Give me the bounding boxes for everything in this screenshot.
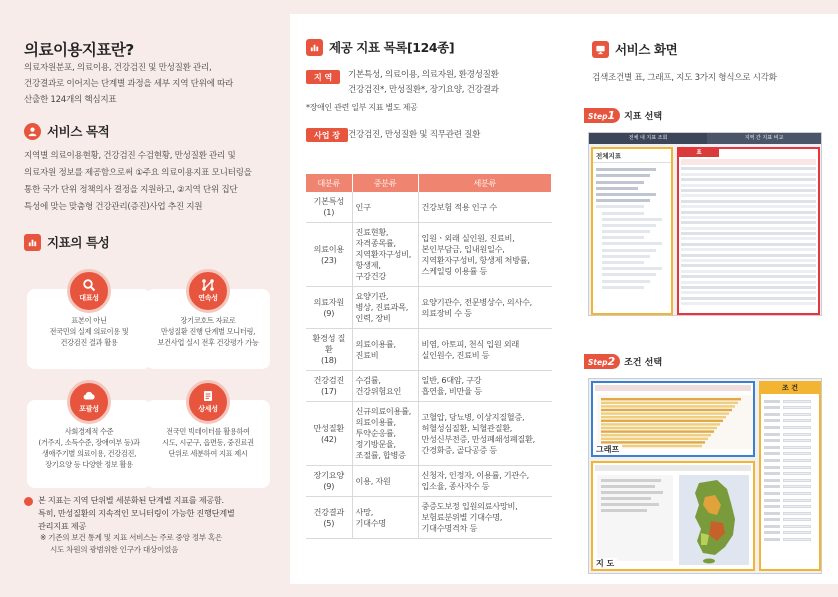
shot1-table-row bbox=[681, 173, 816, 176]
shot2-bar bbox=[601, 430, 714, 432]
shot2-bar bbox=[601, 438, 708, 440]
feature-line: 장기코호트 자료로 bbox=[180, 316, 236, 325]
shot2-condition-item bbox=[764, 459, 816, 462]
feature-line: 시도, 시군구, 읍면동, 중진료권 bbox=[162, 438, 254, 447]
bullet-icon bbox=[24, 497, 33, 506]
cell-line: 자격종목률, bbox=[355, 238, 396, 248]
note-line: 본 지표는 지역 단위별 세분화된 단계별 지표를 제공함. bbox=[38, 495, 224, 505]
sub-note-line: ※ 기존의 보건 통계 및 지표 서비스는 주로 중앙 정부 혹은 bbox=[40, 533, 222, 542]
shot2-condition-item bbox=[764, 525, 816, 528]
shot2-map-panel bbox=[591, 461, 755, 571]
cell-line: 장기요양 bbox=[313, 470, 344, 480]
shot2-bar bbox=[601, 420, 723, 422]
cell-line: 기대수명 bbox=[355, 517, 386, 528]
feature-card-continuity bbox=[146, 289, 270, 369]
bar-chart-icon bbox=[24, 234, 41, 251]
purpose-line: 특성에 맞는 맞춤형 건강관리(증진)사업 추진 지원 bbox=[24, 202, 203, 212]
purpose-heading bbox=[24, 122, 109, 140]
cell-line: 만성질환 bbox=[313, 422, 344, 433]
shot2-bar-graphic bbox=[597, 395, 753, 449]
shot2-condition-item bbox=[764, 433, 816, 436]
cell-line: 항생제, bbox=[355, 260, 381, 270]
detail-cell bbox=[418, 329, 552, 371]
shot2-condition-item bbox=[764, 531, 816, 534]
feature-line: 만성질환 진행 단계별 모니터링, bbox=[160, 327, 256, 336]
shot2-bar bbox=[601, 416, 726, 418]
shot1-tree-item bbox=[602, 218, 662, 221]
intro-line: 산출한 124개의 핵심지표 bbox=[24, 95, 117, 105]
shot1-tree-item bbox=[596, 174, 650, 177]
screenshot-index-select bbox=[588, 132, 822, 316]
category-cell bbox=[306, 192, 352, 223]
cell-line: 진료현황, bbox=[355, 227, 389, 237]
feature-line: 전국민의 실제 의료이용 및 bbox=[49, 327, 129, 336]
cell-line: 건강위험요인 bbox=[355, 386, 402, 396]
intro-line: 의료자원분포, 의료이용, 건강검진 및 만성질환 관리, bbox=[24, 63, 212, 73]
index-list-heading bbox=[306, 38, 454, 56]
cell-line: 조절률, 합병증 bbox=[355, 450, 406, 460]
index-list-title: 제공 지표 목록[124종] bbox=[329, 40, 455, 55]
shot1-tree-item bbox=[596, 181, 644, 184]
cell-line: 기본특성 bbox=[313, 196, 344, 206]
cell-line: 의료이용률, bbox=[355, 338, 396, 349]
shot2-condition-item bbox=[764, 400, 816, 403]
right-column bbox=[566, 14, 838, 584]
step2-label: 조건 선택 bbox=[624, 358, 663, 368]
cell-line: 요양기관, bbox=[355, 291, 389, 301]
category-cell bbox=[306, 287, 352, 329]
shot1-header-right: 지역 간 지표 비교 bbox=[744, 135, 784, 141]
shot2-bar bbox=[601, 409, 732, 411]
middle-cell bbox=[352, 497, 418, 539]
cell-line: (42) bbox=[320, 433, 337, 444]
note-line: 특히, 만성질환의 지속적인 모니터링이 가능한 진행단계별 bbox=[38, 508, 235, 518]
shot2-condition-item bbox=[764, 499, 816, 502]
middle-cell bbox=[352, 223, 418, 287]
feature-line: 표본이 아닌 bbox=[71, 316, 107, 325]
cell-line: 건강검진 bbox=[313, 375, 344, 385]
col-header: 중분류 bbox=[352, 174, 418, 192]
feature-badge: 상세성 bbox=[186, 380, 230, 424]
korea-map-icon bbox=[679, 475, 749, 565]
shot2-condition-item bbox=[764, 492, 816, 495]
shot1-table-row bbox=[681, 302, 816, 305]
purpose-text bbox=[24, 148, 286, 216]
middle-cell bbox=[352, 192, 418, 223]
shot2-condition-panel bbox=[759, 381, 821, 571]
shot2-condition-label: 조 건 bbox=[761, 383, 819, 394]
shot1-table-tab: 표 bbox=[679, 149, 719, 157]
page-title: 의료이용지표란? bbox=[24, 41, 134, 59]
shot2-bar bbox=[601, 398, 741, 400]
shot2-condition-item bbox=[764, 419, 816, 422]
cell-line: 건강보험 적용 인구 수 bbox=[421, 201, 497, 212]
shot2-graph-label: 그래프 bbox=[593, 444, 622, 455]
shot1-tree-item bbox=[596, 199, 650, 202]
cell-line: (17) bbox=[320, 386, 337, 396]
detail-cell bbox=[418, 402, 552, 466]
shot2-bar bbox=[601, 405, 735, 407]
shot1-header-left: 전체 내 지표 조회 bbox=[589, 133, 707, 144]
service-screen-desc: 검색조건별 표, 그래프, 지도 3가지 형식으로 시각화 bbox=[592, 73, 777, 83]
cell-line: 입원ㆍ외래 실인원, 진료비, bbox=[421, 232, 515, 243]
shot2-graph-panel bbox=[591, 381, 755, 457]
cell-line: 건강결과 bbox=[313, 506, 344, 517]
col-header: 대분류 bbox=[306, 174, 352, 192]
table-row bbox=[306, 371, 552, 402]
shot2-condition-item bbox=[764, 485, 816, 488]
feature-badge: 대표성 bbox=[67, 269, 111, 313]
shot1-table-row bbox=[681, 216, 816, 219]
category-cell bbox=[306, 329, 352, 371]
cell-line: 의료이용률, bbox=[355, 417, 396, 427]
shot1-table-row bbox=[681, 167, 816, 170]
shot2-condition-item bbox=[764, 439, 816, 442]
shot1-table-row bbox=[681, 178, 816, 181]
cell-line: 입소율, 종사자수 등 bbox=[421, 481, 490, 491]
feature-line: (거주지, 소득수준, 장애여부 등)과 bbox=[38, 438, 140, 447]
cell-line: 고혈압, 당뇨병, 이상지질혈증, bbox=[421, 411, 525, 422]
shot1-table-row bbox=[681, 237, 816, 240]
feature-line: 건강검진 결과 활용 bbox=[60, 338, 118, 347]
feature-badge: 포괄성 bbox=[67, 380, 111, 424]
monitor-icon bbox=[592, 41, 609, 58]
service-screen-heading bbox=[592, 40, 677, 58]
table-row bbox=[306, 466, 552, 497]
shot1-tree-item bbox=[602, 249, 656, 252]
shot2-bar bbox=[601, 434, 711, 436]
purpose-line: 의료자원 정보를 제공함으로써 ①주요 의료이용지표 모니터링을 bbox=[24, 168, 252, 178]
project-text: 건강검진, 만성질환 및 직무관련 질환 bbox=[348, 130, 481, 140]
shot1-table-row bbox=[681, 264, 816, 267]
shot2-bar bbox=[601, 412, 729, 414]
shot1-table-row bbox=[681, 270, 816, 273]
shot1-table-row bbox=[681, 189, 816, 192]
cell-line: 스케일링 이용률 등 bbox=[421, 265, 487, 276]
step2-tag: Step2 bbox=[584, 354, 620, 369]
shot1-table-row bbox=[681, 297, 816, 300]
table-row bbox=[306, 287, 552, 329]
shot2-condition-item bbox=[764, 466, 816, 469]
sub-note bbox=[40, 532, 286, 556]
shot1-tree-item bbox=[596, 168, 656, 171]
shot2-condition-item bbox=[764, 413, 816, 416]
shot1-tree-item bbox=[602, 261, 644, 264]
shot1-table-row bbox=[681, 291, 816, 294]
cell-line: 일반, 6대암, 구강 bbox=[421, 375, 482, 385]
cell-line: 사망, bbox=[355, 506, 374, 517]
detail-cell bbox=[418, 497, 552, 539]
shot1-panel-title: 전체지표 bbox=[593, 149, 671, 163]
table-row bbox=[306, 497, 552, 539]
detail-cell bbox=[418, 371, 552, 402]
cloud-icon bbox=[82, 389, 96, 403]
category-cell bbox=[306, 402, 352, 466]
region-line: 기본특성, 의료이용, 의료자원, 환경성질환 bbox=[348, 70, 499, 80]
feature-line: 보건사업 실시 전후 건강평가 가능 bbox=[157, 338, 259, 347]
feature-card-comprehensive bbox=[27, 400, 151, 488]
project-pill: 사업 장 bbox=[306, 128, 348, 142]
purpose-line: 지역별 의료이용현황, 건강검진 수검현황, 만성질환 관리 및 bbox=[24, 151, 236, 161]
middle-cell bbox=[352, 402, 418, 466]
feature-card-representative bbox=[27, 289, 151, 369]
shot1-tree-item bbox=[602, 230, 650, 233]
feature-line: 단위로 세분하여 지표 제시 bbox=[168, 449, 248, 458]
cell-line: 흡연율, 비만율 등 bbox=[421, 386, 482, 396]
feature-card-detail bbox=[146, 400, 270, 488]
cell-line: 병상, 진료과목, bbox=[355, 302, 409, 312]
shot1-tree-item bbox=[596, 205, 644, 208]
middle-cell bbox=[352, 466, 418, 497]
shot1-tree-item bbox=[602, 286, 644, 289]
purpose-line: 통한 국가 단위 정책의사 결정을 지원하고, ②지역 단위 집단 bbox=[24, 185, 238, 195]
detail-cell bbox=[418, 287, 552, 329]
shot2-bar bbox=[601, 402, 738, 404]
shot2-condition-item bbox=[764, 452, 816, 455]
shot1-table-row bbox=[681, 275, 816, 278]
cell-line: 본인부담금, 입내원일수, bbox=[421, 243, 505, 254]
shot2-condition-item bbox=[764, 518, 816, 521]
middle-column bbox=[290, 14, 566, 584]
table-row bbox=[306, 192, 552, 223]
shot2-condition-item bbox=[764, 538, 816, 541]
feature-line: 생애주기별 의료이용, 건강검진, bbox=[41, 449, 137, 458]
cell-line: 의료자원 bbox=[313, 296, 344, 307]
middle-cell bbox=[352, 371, 418, 402]
cell-line: 지역환자구성비, 항생제 처방률, bbox=[421, 254, 530, 265]
cell-line: 허혈성심질환, 뇌혈관질환, bbox=[421, 422, 513, 433]
note-block bbox=[24, 494, 286, 533]
cell-line: 정기방문율, bbox=[355, 439, 396, 449]
cell-line: 실인원수, 진료비 등 bbox=[421, 349, 490, 360]
shot1-table-row bbox=[681, 211, 816, 214]
col-header: 세분류 bbox=[418, 174, 552, 192]
feature-line: 장기요양 등 다양한 정보 활용 bbox=[45, 460, 133, 469]
cell-line: (23) bbox=[320, 254, 337, 265]
screenshot-condition-select bbox=[588, 378, 822, 574]
cell-line: (18) bbox=[320, 355, 337, 365]
cell-line: 인구 bbox=[355, 201, 371, 212]
cell-line: 수검률, bbox=[355, 375, 381, 385]
cell-line: 의료장비 수 등 bbox=[421, 307, 472, 318]
region-pill: 지 역 bbox=[306, 70, 340, 84]
cell-line: 간경화증, 골다공증 등 bbox=[421, 444, 497, 455]
purpose-title: 서비스 목적 bbox=[47, 124, 110, 139]
shot1-tree-item bbox=[596, 193, 656, 196]
shot1-table-panel bbox=[677, 147, 820, 315]
shot1-table-row bbox=[681, 281, 816, 284]
detail-cell bbox=[418, 466, 552, 497]
cell-line: 환경성 질환 bbox=[312, 333, 346, 354]
middle-cell bbox=[352, 329, 418, 371]
service-screen-title: 서비스 화면 bbox=[615, 42, 678, 57]
shot1-tree-item bbox=[602, 255, 650, 258]
bar-chart-icon bbox=[306, 39, 323, 56]
shot2-condition-item bbox=[764, 512, 816, 515]
cell-line: 신규의료이용률, bbox=[355, 406, 412, 416]
shot2-condition-item bbox=[764, 426, 816, 429]
shot1-table-row bbox=[681, 286, 816, 289]
document-icon bbox=[201, 389, 215, 403]
cell-line: 비염, 아토피, 천식 입원 외래 bbox=[421, 338, 520, 349]
shot1-table-row bbox=[681, 243, 816, 246]
cell-line: 이용, 자원 bbox=[355, 475, 391, 486]
shot2-condition-item bbox=[764, 472, 816, 475]
cell-line: (9) bbox=[323, 307, 335, 318]
detail-cell bbox=[418, 192, 552, 223]
network-icon bbox=[201, 278, 215, 292]
cell-line: 지역환자구성비, bbox=[355, 249, 412, 259]
index-table bbox=[306, 174, 552, 539]
region-text bbox=[348, 68, 562, 98]
shot2-map-label: 지 도 bbox=[593, 558, 617, 569]
cell-line: 진료비 bbox=[355, 349, 379, 360]
cell-line: (5) bbox=[323, 517, 335, 528]
shot1-table-row bbox=[681, 200, 816, 203]
step2-heading bbox=[584, 354, 662, 369]
shot1-tree-item bbox=[602, 236, 644, 239]
shot2-legend-graphic bbox=[597, 475, 673, 561]
left-column bbox=[0, 0, 290, 597]
shot1-tree-item bbox=[602, 280, 650, 283]
region-note: *장애인 관련 일부 지표 별도 제공 bbox=[306, 103, 418, 112]
middle-cell bbox=[352, 287, 418, 329]
shot2-bar bbox=[601, 423, 720, 425]
cell-line: 투약순응률, bbox=[355, 428, 396, 438]
shot1-table-row bbox=[681, 232, 816, 235]
person-icon bbox=[24, 123, 41, 140]
category-cell bbox=[306, 223, 352, 287]
cell-line: 의료이용 bbox=[313, 243, 344, 254]
magnifier-icon bbox=[82, 278, 96, 292]
shot1-tree-item bbox=[602, 267, 662, 270]
shot1-table-row bbox=[681, 205, 816, 208]
shot2-condition-item bbox=[764, 479, 816, 482]
intro-text bbox=[24, 60, 286, 108]
shot1-tree-item bbox=[602, 242, 662, 245]
shot1-table-row bbox=[681, 221, 816, 224]
shot1-tree-item bbox=[602, 224, 656, 227]
table-row bbox=[306, 223, 552, 287]
cell-line: (1) bbox=[323, 207, 335, 217]
shot2-bar bbox=[601, 427, 717, 429]
shot1-tree-item bbox=[596, 187, 638, 190]
detail-cell bbox=[418, 223, 552, 287]
shot2-condition-item bbox=[764, 446, 816, 449]
feature-heading bbox=[24, 233, 109, 251]
intro-line: 건강결과로 이어지는 단계별 과정을 세부 지역 단위에 따라 bbox=[24, 79, 234, 89]
feature-line: 사회경제적 수준 bbox=[64, 427, 114, 436]
shot1-tree-item bbox=[602, 212, 644, 215]
table-row bbox=[306, 402, 552, 466]
feature-line: 전국민 빅데이터를 활용하여 bbox=[166, 427, 250, 436]
category-cell bbox=[306, 466, 352, 497]
region-line: 건강검진*, 만성질환*, 장기요양, 건강결과 bbox=[348, 85, 499, 95]
cell-line: 기대수명격차 등 bbox=[421, 523, 478, 533]
shot1-table-row bbox=[681, 248, 816, 251]
cell-line: (9) bbox=[323, 481, 335, 491]
cell-line: 중증도보정 입원의료사망비, bbox=[421, 501, 518, 511]
shot1-table-row bbox=[681, 184, 816, 187]
step1-tag: Step1 bbox=[584, 108, 620, 123]
sub-note-line: 시도 차원의 광범위한 인구가 대상이었음 bbox=[50, 545, 179, 554]
step1-label: 지표 선택 bbox=[624, 112, 663, 122]
category-cell bbox=[306, 371, 352, 402]
note-line: 관리지표 제공 bbox=[38, 521, 86, 531]
table-row bbox=[306, 329, 552, 371]
cell-line: 요양기관수, 전문병상수, 의사수, bbox=[421, 296, 532, 307]
shot1-table-row bbox=[681, 259, 816, 262]
category-cell bbox=[306, 497, 352, 539]
step1-heading bbox=[584, 108, 662, 123]
shot1-tree-item bbox=[602, 273, 656, 276]
cell-line: 신청자, 인정자, 이용률, 기관수, bbox=[421, 470, 529, 480]
cell-line: 보험료분위별 기대수명, bbox=[421, 512, 503, 522]
shot2-condition-item bbox=[764, 406, 816, 409]
shot2-condition-item bbox=[764, 505, 816, 508]
feature-badge: 연속성 bbox=[186, 269, 230, 313]
cell-line: 만성신부전증, 만성폐쇄성폐질환, bbox=[421, 433, 535, 444]
feature-title: 지표의 특성 bbox=[47, 235, 110, 250]
cell-line: 인력, 장비 bbox=[355, 313, 391, 323]
shot1-table-row bbox=[681, 254, 816, 257]
cell-line: 구강건강 bbox=[355, 271, 386, 281]
shot1-table-row bbox=[681, 194, 816, 197]
shot1-indicator-panel bbox=[591, 147, 673, 315]
shot1-table-row bbox=[681, 227, 816, 230]
